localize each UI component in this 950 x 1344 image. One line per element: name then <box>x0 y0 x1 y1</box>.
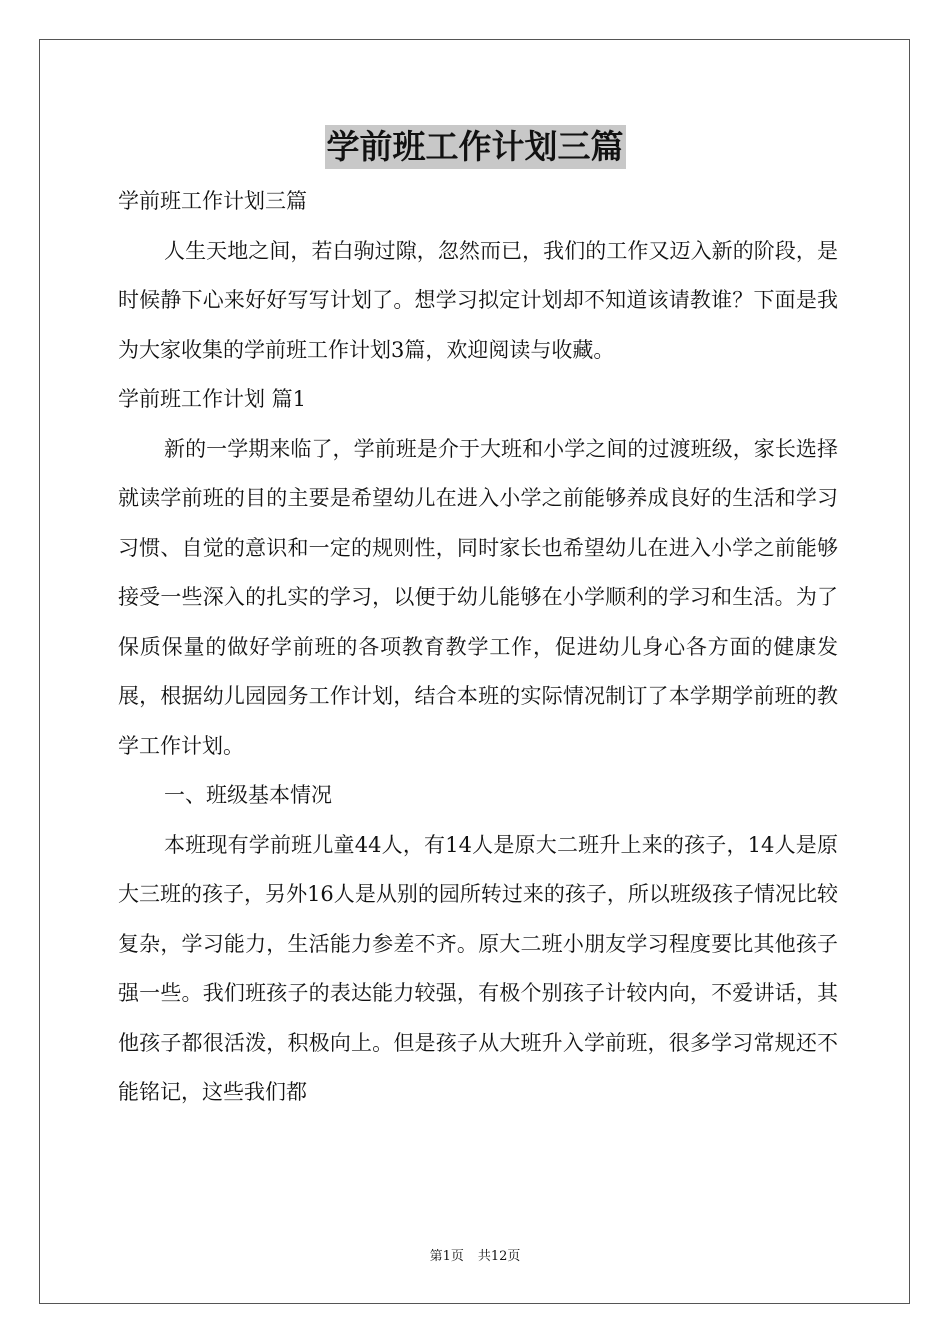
total-pages: 共12页 <box>477 1249 521 1264</box>
document-subtitle: 学前班工作计划三篇 <box>118 189 307 213</box>
section1-paragraph: 本班现有学前班儿童44人，有14人是原大二班升上来的孩子，14人是原大三班的孩子，另外16人是从别的园所转过来的孩子，所以班级孩子情况比较复杂，学习能力，生活能力参差不齐。原大二班小朋友学习程度要比其他孩子强一些。我们班孩子的表达能力较强，有极个别孩子计较内向，不爱讲话，其他孩子都很活泼，积极向上。但是孩子从大班升入学前班，很多学习常规还不能铭记，这些我们都 <box>118 832 838 1104</box>
part1-paragraph: 新的一学期来临了，学前班是介于大班和小学之间的过渡班级，家长选择就读学前班的目的主要是希望幼儿在进入小学之前能够养成良好的生活和学习习惯、自觉的意识和一定的规则性，同时家长也希望幼儿在进入小学之前能够接受一些深入的扎实的学习，以便于幼儿能够在小学顺利的学习和生活。为了保质保量的做好学前班的各项教育教学工作，促进幼儿身心各方面的健康发展，根据幼儿园园务工作计划，结合本班的实际情况制订了本学期学前班的教学工作计划。 <box>118 436 838 758</box>
page-footer <box>0 1249 950 1265</box>
intro-paragraph: 人生天地之间，若白驹过隙，忽然而已，我们的工作又迈入新的阶段，是时候静下心来好好写写计划了。想学习拟定计划却不知道该请教谁？下面是我为大家收集的学前班工作计划3篇，欢迎阅读与收藏。 <box>118 238 838 362</box>
page-number: 第1页 <box>429 1249 464 1264</box>
title-wrapper <box>0 125 950 169</box>
document-title: 学前班工作计划三篇 <box>325 125 626 169</box>
part1-heading: 学前班工作计划 篇1 <box>118 387 307 411</box>
document-body <box>118 177 838 1118</box>
section1-heading: 一、班级基本情况 <box>164 783 332 807</box>
